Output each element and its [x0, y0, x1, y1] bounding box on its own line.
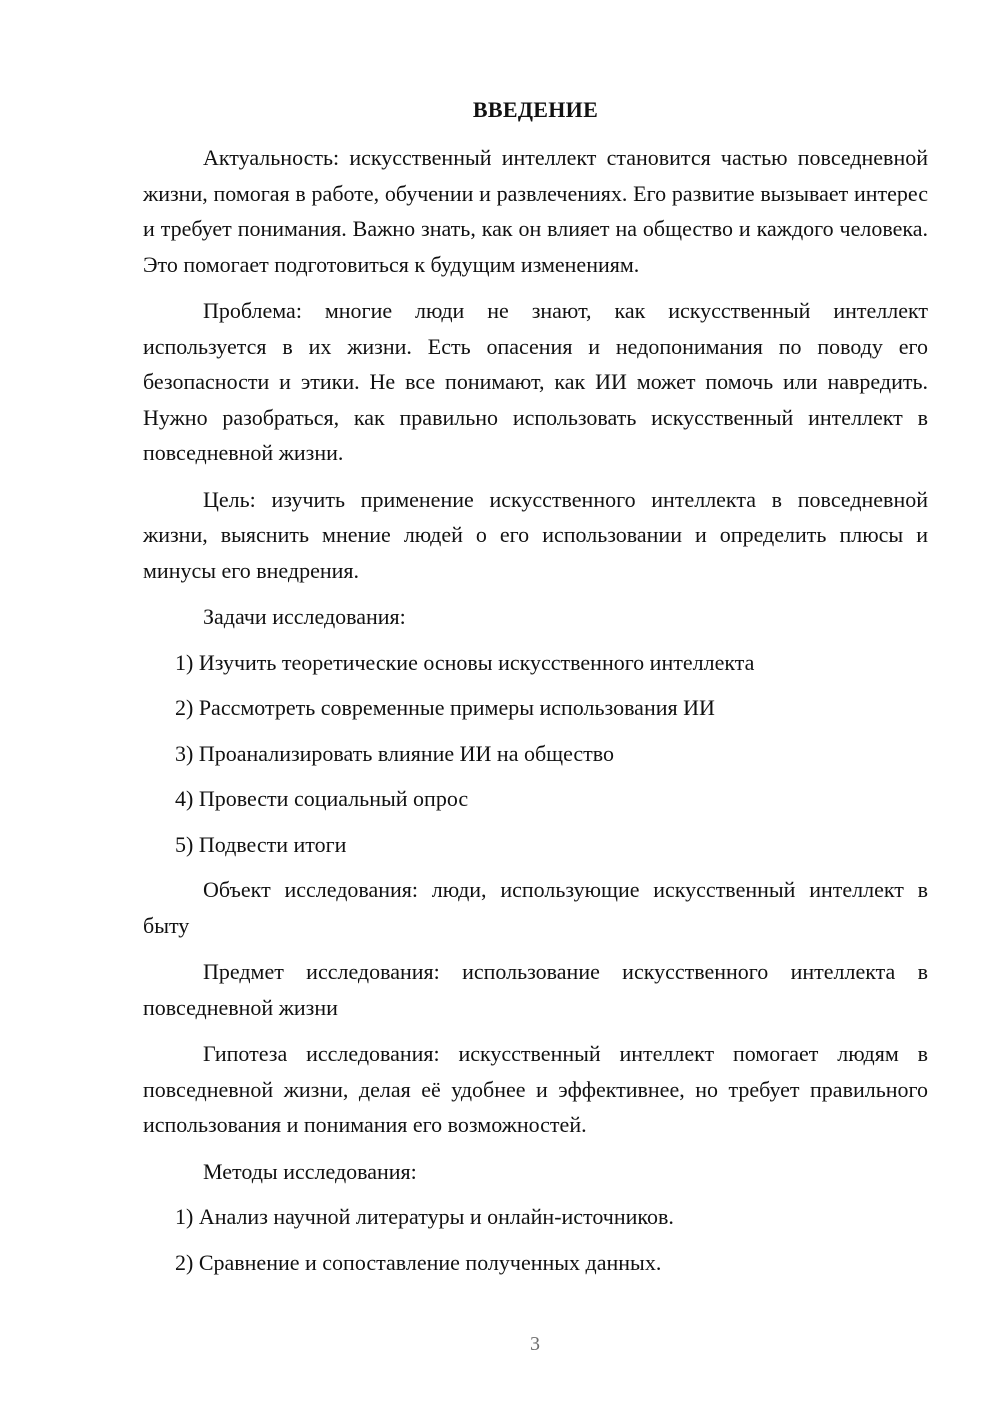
method-item-1: 1) Анализ научной литературы и онлайн-источников. — [175, 1204, 674, 1229]
task-item-4: 4) Провести социальный опрос — [175, 786, 469, 811]
task-item-1: 1) Изучить теоретические основы искусственного интеллекта — [175, 649, 755, 675]
relevance-paragraph: Актуальность: искусственный интеллект становится частью повседневной жизни, помогая в работе, обучении и развлечениях. Его развитие вызывает интерес и требует понимания. Важно знать, как он влияет на общество и каждого человека. Это помогает подготовиться к будущим изменениям. — [143, 145, 928, 277]
document-body — [143, 94, 928, 1290]
subject-paragraph: Предмет исследования: использование искусственного интеллекта в повседневной жизни — [143, 959, 928, 1020]
hypothesis-paragraph: Гипотеза исследования: искусственный интеллект помогает людям в повседневной жизни, делая её удобнее и эффективнее, но требует правильного использования и понимания его возможностей. — [143, 1041, 928, 1137]
task-item-2: 2) Рассмотреть современные примеры использования ИИ — [175, 695, 715, 720]
goal-paragraph: Цель: изучить применение искусственного интеллекта в повседневной жизни, выяснить мнение людей о его использовании и определить плюсы и минусы его внедрения. — [143, 486, 928, 583]
task-item-3: 3) Проанализировать влияние ИИ на общество — [175, 740, 615, 766]
section-title: ВВЕДЕНИЕ — [472, 97, 599, 122]
tasks-heading: Задачи исследования: — [203, 604, 406, 629]
task-item-5: 5) Подвести итоги — [175, 831, 347, 857]
methods-heading: Методы исследования: — [203, 1158, 417, 1184]
object-paragraph: Объект исследования: люди, использующие искусственный интеллект в быту — [143, 877, 928, 938]
page-number: 3 — [530, 1333, 540, 1355]
method-item-2: 2) Сравнение и сопоставление полученных данных. — [175, 1249, 662, 1275]
problem-paragraph: Проблема: многие люди не знают, как искусственный интеллект используется в их жизни. Есть опасения и недопонимания по поводу его безопасности и этики. Не все понимают, как ИИ может помочь или навредить. Нужно разобраться, как правильно использовать искусственный интеллект в повседневной жизни. — [143, 298, 928, 465]
